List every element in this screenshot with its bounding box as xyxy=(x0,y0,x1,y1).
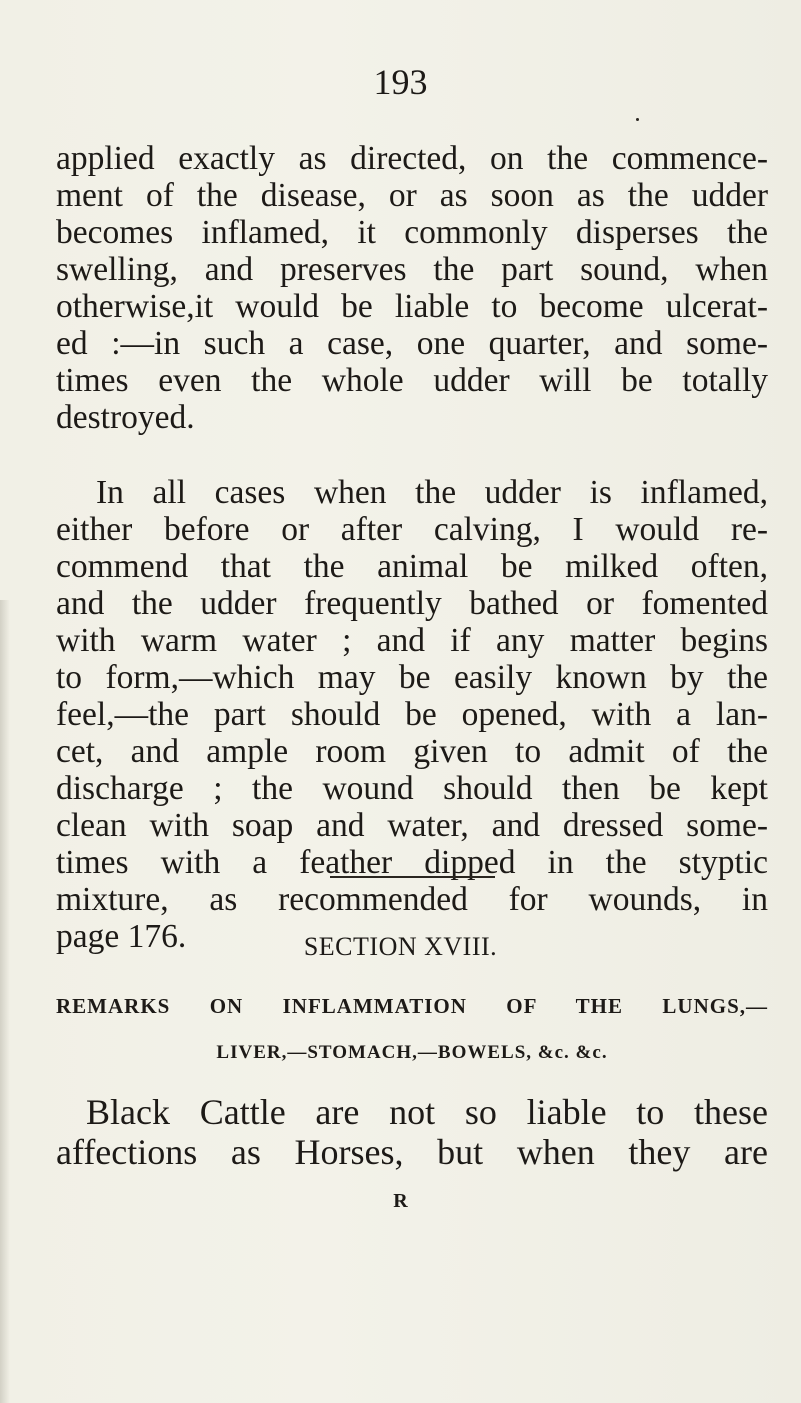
text-line: becomes inflamed, it commonly disperses the xyxy=(56,214,768,251)
text-line: affections as Horses, but when they are xyxy=(56,1132,768,1172)
text-line: cet, and ample room given to admit of the xyxy=(56,733,768,770)
text-line: either before or after calving, I would re- xyxy=(56,511,768,548)
text-line: with warm water ; and if any matter begins xyxy=(56,622,768,659)
text-line: discharge ; the wound should then be kept xyxy=(56,770,768,807)
text-line: times even the whole udder will be totally xyxy=(56,362,768,399)
text-line: clean with soap and water, and dressed some- xyxy=(56,807,768,844)
text-line: page 176. xyxy=(56,918,187,955)
text-line: to form,—which may be easily known by the xyxy=(56,659,768,696)
ink-speck xyxy=(636,118,639,121)
section-subheading-line-1: REMARKS ON INFLAMMATION OF THE LUNGS,— xyxy=(56,994,768,1018)
text-line: applied exactly as directed, on the commence- xyxy=(56,140,768,177)
paragraph-2 xyxy=(56,474,768,955)
text-line: Black Cattle are not so liable to these xyxy=(86,1092,768,1132)
section-divider xyxy=(330,876,495,878)
gutter-shadow xyxy=(0,600,10,1403)
section-subheading-line-2: LIVER,—STOMACH,—BOWELS, &c. &c. xyxy=(216,1042,608,1063)
page-number: 193 xyxy=(373,62,428,102)
paragraph-1 xyxy=(56,140,768,436)
text-line: ment of the disease, or as soon as the udder xyxy=(56,177,768,214)
text-line: otherwise,it would be liable to become ulcerat- xyxy=(56,288,768,325)
text-line: In all cases when the udder is inflamed, xyxy=(96,474,768,511)
text-line: swelling, and preserves the part sound, when xyxy=(56,251,768,288)
paragraph-3 xyxy=(56,1092,768,1172)
text-line: mixture, as recommended for wounds, in xyxy=(56,881,768,918)
text-line: destroyed. xyxy=(56,399,195,436)
text-line: commend that the animal be milked often, xyxy=(56,548,768,585)
text-line: and the udder frequently bathed or fomented xyxy=(56,585,768,622)
section-heading: SECTION XVIII. xyxy=(303,932,498,961)
signature-mark: R xyxy=(393,1190,408,1212)
text-line: times with a feather dipped in the styptic xyxy=(56,844,768,881)
text-line: ed :—in such a case, one quarter, and some- xyxy=(56,325,768,362)
text-line: feel,—the part should be opened, with a lan- xyxy=(56,696,768,733)
